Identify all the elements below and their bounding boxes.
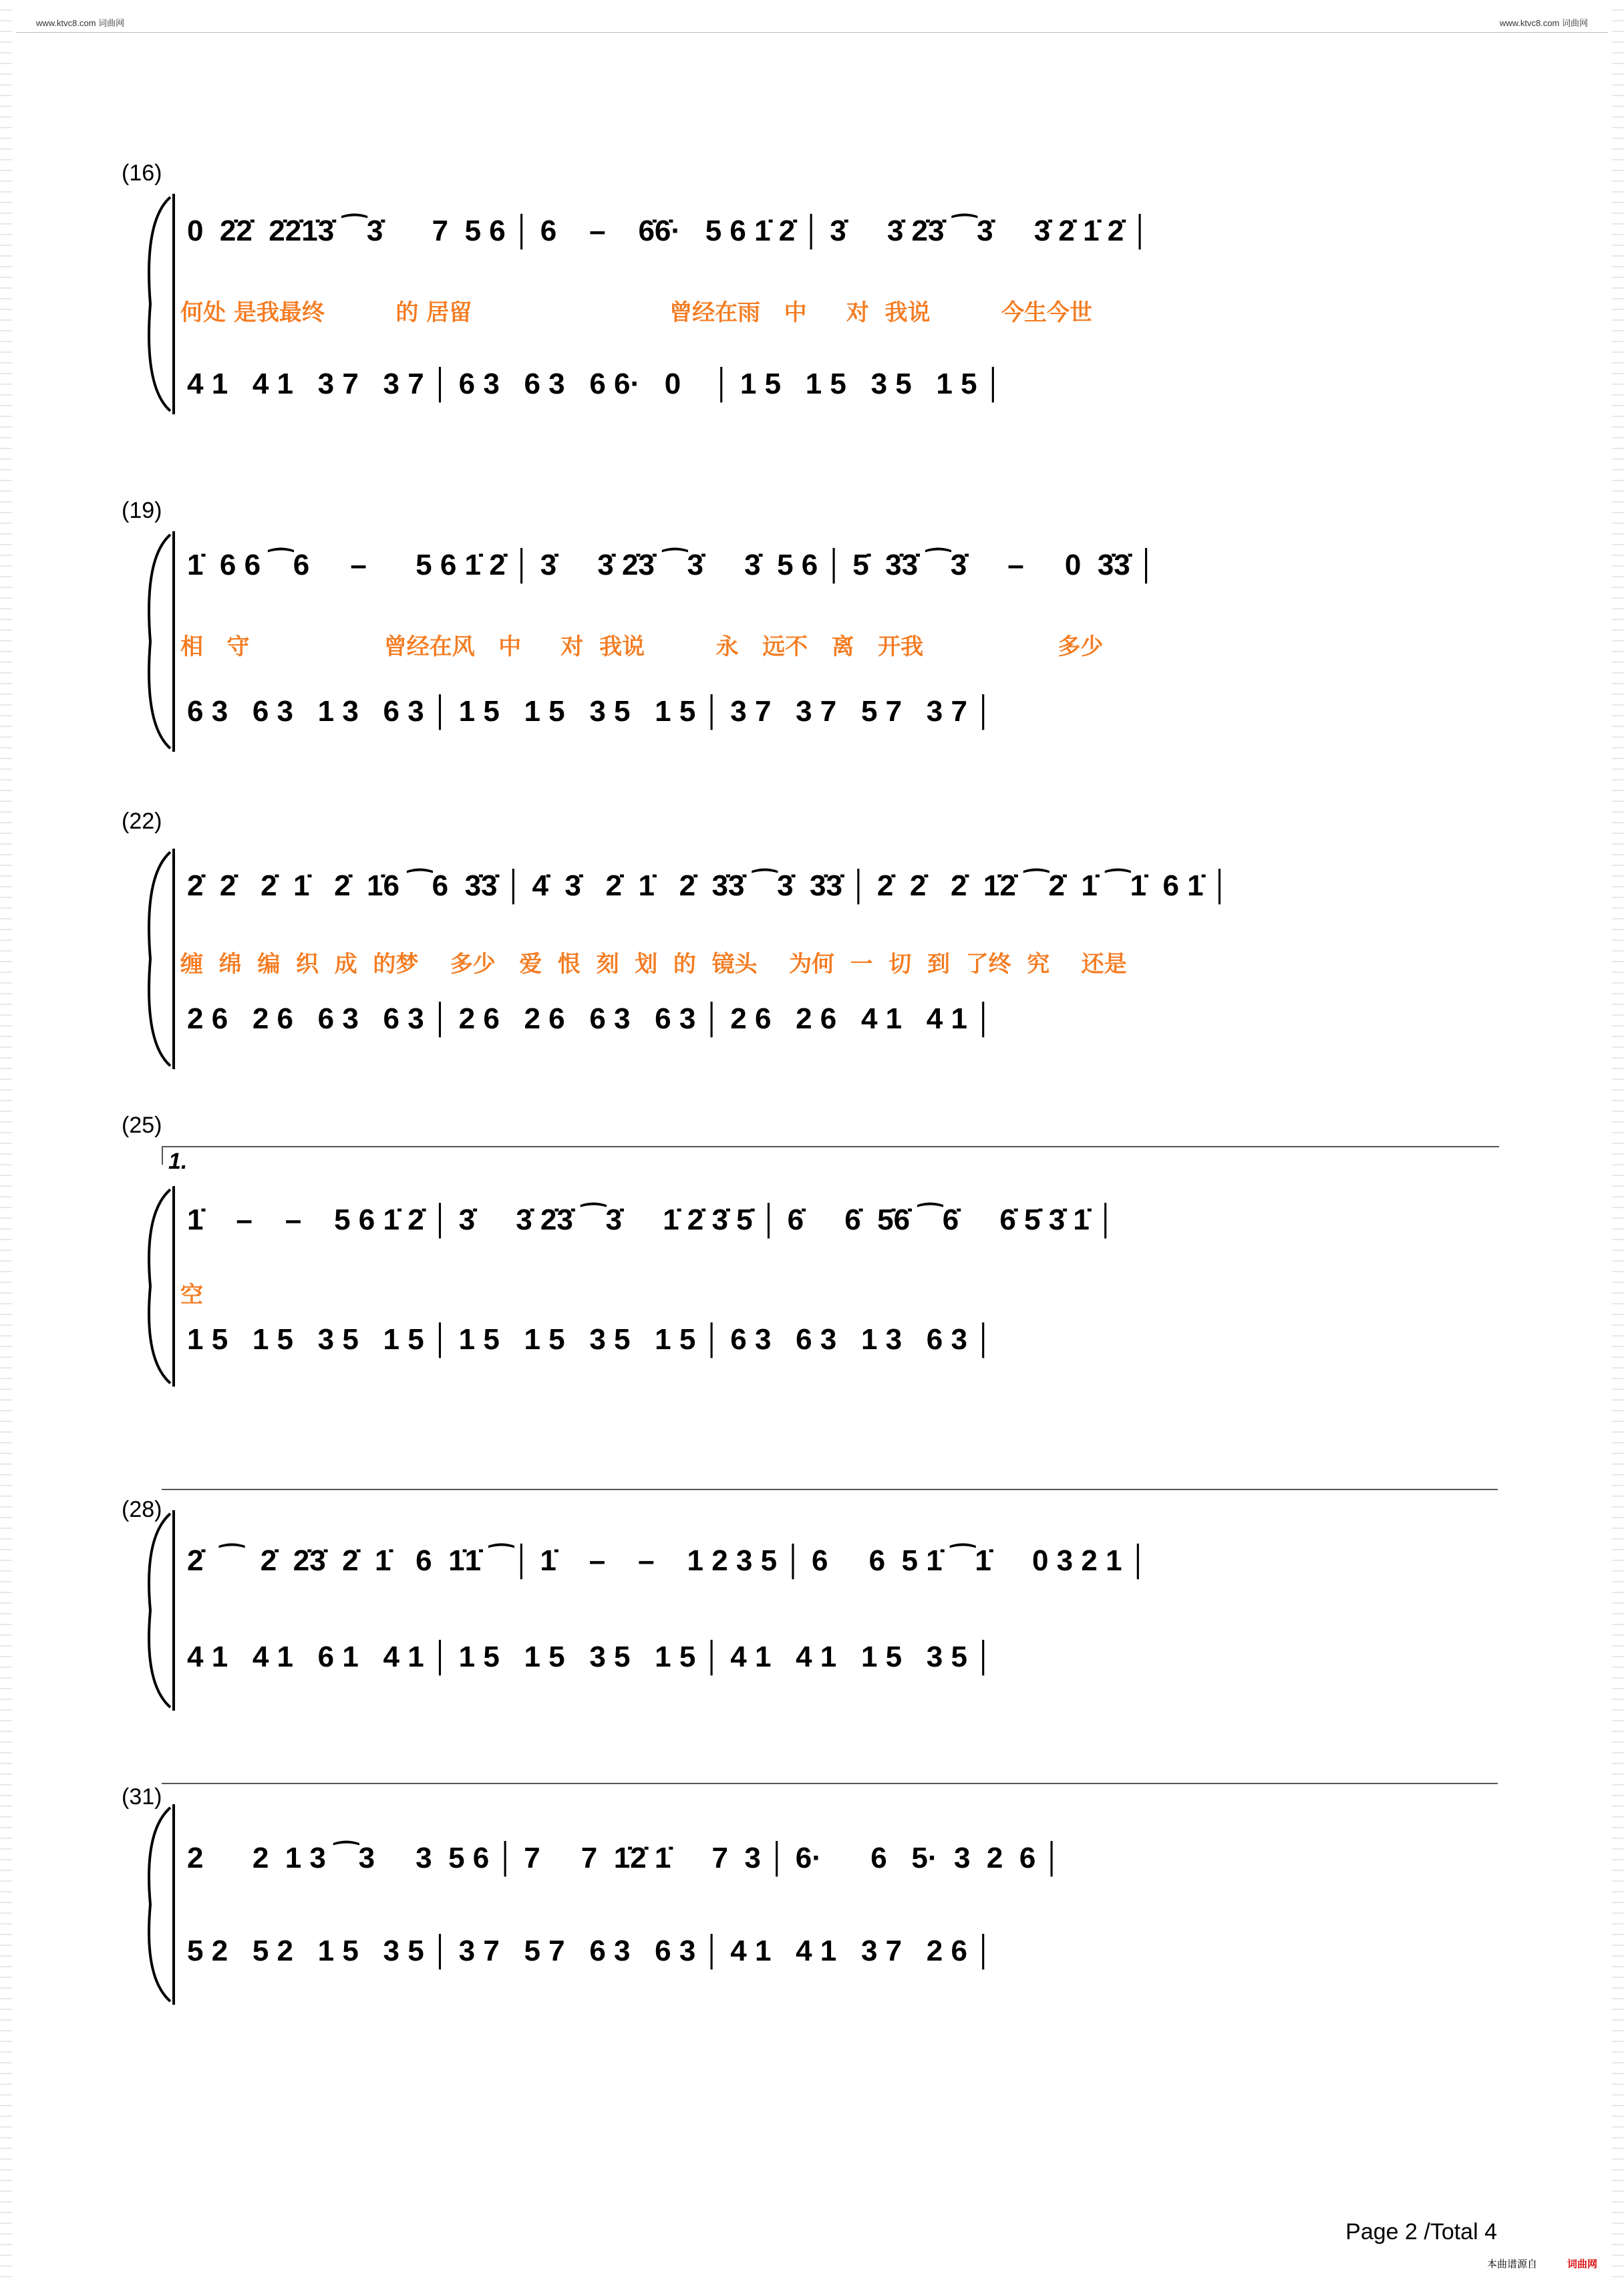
header-left: www.ktvc8.com 词曲网 (36, 18, 125, 28)
melody-line: 2̇ 2̇ 2̇ 1̇ 2̇ 1̇6 ⁀6 3̇3̇ │ 4̇ 3̇ 2̇ 1̇ 2̇ 3̇3̇ ⁀3̇ 3̇3̇ │ 2̇ 2̇ 2̇ 1̇2̇ ⁀2̇ 1̇ ⁀1̇ 6 1̇ │ (187, 869, 1231, 902)
score-system-1 (114, 154, 1496, 428)
measure-number: (16) (122, 160, 162, 186)
source-stamp-site: 词曲网 (1567, 2259, 1597, 2270)
melody-line: 0 2̇2̇ 2̇2̇1̇3̇ ⁀3̇ 7 5 6 │ 6 – 6̇6̇· 5 6 1̇ 2̇ │ 3̇ 3̇ 2̇3̇ ⁀3̇ 3̇ 2̇ 1̇ 2̇ │ (187, 215, 1150, 247)
melody-line: 1̇ 6 6 ⁀6 – 5 6 1̇ 2̇ │ 3̇ 3̇ 2̇3̇ ⁀3̇ 3̇ 5 6 │ 5̇ 3̇3̇ ⁀3̇ – 0 3̇3̇ │ (187, 549, 1157, 581)
lyrics-line: 何处 是我最终 的 居留 曾经在雨 中 对 我说 今生今世 (180, 299, 1093, 326)
volta-label: 1. (168, 1149, 188, 1174)
score-system-4 (114, 1113, 1496, 1387)
melody-line: 1̇ – – 5 6 1̇ 2̇ │ 3̇ 3̇ 2̇3̇ ⁀3̇ 1̇ 2̇ 3̇ 5̇ │ 6̇ 6̇ 5̇6̇ ⁀6̇ 6̇ 5̇ 3̇ 1̇ │ (187, 1203, 1116, 1236)
lyrics-line: 缠 绵 编 织 成 的梦 多少 爱 恨 刻 划 的 镜头 为何 一 切 到 了终 究 还是 (180, 951, 1127, 978)
melody-line: 2̇ ⁀ 2̇ 2̇3̇ 2̇ 1̇ 6 1̇1̇ ⁀│ 1̇ – – 1 2 3 5 │ 6 6 5 1̇ ⁀1̇ 0 3 2 1 │ (187, 1544, 1149, 1577)
brace-icon (134, 531, 180, 752)
header-right: www.ktvc8.com 词曲网 (1499, 18, 1588, 28)
score-system-2 (114, 488, 1496, 762)
bass-line: 5 2 5 2 1 5 3 5 │ 3 7 5 7 6 3 6 3 │ 4 1 4 1 3 7 2 6 │ (187, 1935, 994, 1967)
brace-icon (134, 1186, 180, 1387)
source-stamp: 本曲谱源自 (1486, 2259, 1537, 2270)
score-system-5 (114, 1483, 1496, 1711)
top-rule (16, 32, 1608, 33)
left-margin-strip (0, 0, 12, 2284)
bass-line: 2 6 2 6 6 3 6 3 │ 2 6 2 6 6 3 6 3 │ 2 6 2 6 4 1 4 1 │ (187, 1002, 994, 1035)
measure-number: (31) (122, 1784, 162, 1810)
right-margin-strip (1612, 0, 1624, 2284)
brace-icon (134, 849, 180, 1069)
lyrics-line: 相 守 曾经在风 中 对 我说 永 远不 离 开我 多少 (180, 633, 1104, 660)
score-system-6 (114, 1777, 1496, 2005)
measure-number: (25) (122, 1113, 162, 1138)
measure-number: (28) (122, 1497, 162, 1522)
system-rule (162, 1783, 1498, 1784)
measure-number: (22) (122, 809, 162, 834)
measure-number: (19) (122, 498, 162, 523)
score-system-3 (114, 802, 1496, 1076)
system-rule (162, 1489, 1498, 1490)
brace-icon (134, 1804, 180, 2005)
page-footer: Page 2 /Total 4 (1345, 2219, 1497, 2245)
brace-icon (134, 194, 180, 414)
bass-line: 4 1 4 1 3 7 3 7 │ 6 3 6 3 6 6· 0 │ 1 5 1 5 3 5 1 5 │ (187, 368, 1004, 400)
lyrics-line: 空 (180, 1282, 203, 1308)
bass-line: 4 1 4 1 6 1 4 1 │ 1 5 1 5 3 5 1 5 │ 4 1 4 1 1 5 3 5 │ (187, 1640, 994, 1673)
bass-line: 1 5 1 5 3 5 1 5 │ 1 5 1 5 3 5 1 5 │ 6 3 6 3 1 3 6 3 │ (187, 1323, 994, 1356)
brace-icon (134, 1510, 180, 1711)
volta-bracket (162, 1146, 1499, 1174)
bass-line: 6 3 6 3 1 3 6 3 │ 1 5 1 5 3 5 1 5 │ 3 7 3 7 5 7 3 7 │ (187, 695, 994, 728)
melody-line: 2 2 1 3 ⁀3 3 5 6 │ 7 7 1̇2̇ 1̇ 7 3 │ 6· 6 5· 3 2 6 │ (187, 1842, 1063, 1874)
